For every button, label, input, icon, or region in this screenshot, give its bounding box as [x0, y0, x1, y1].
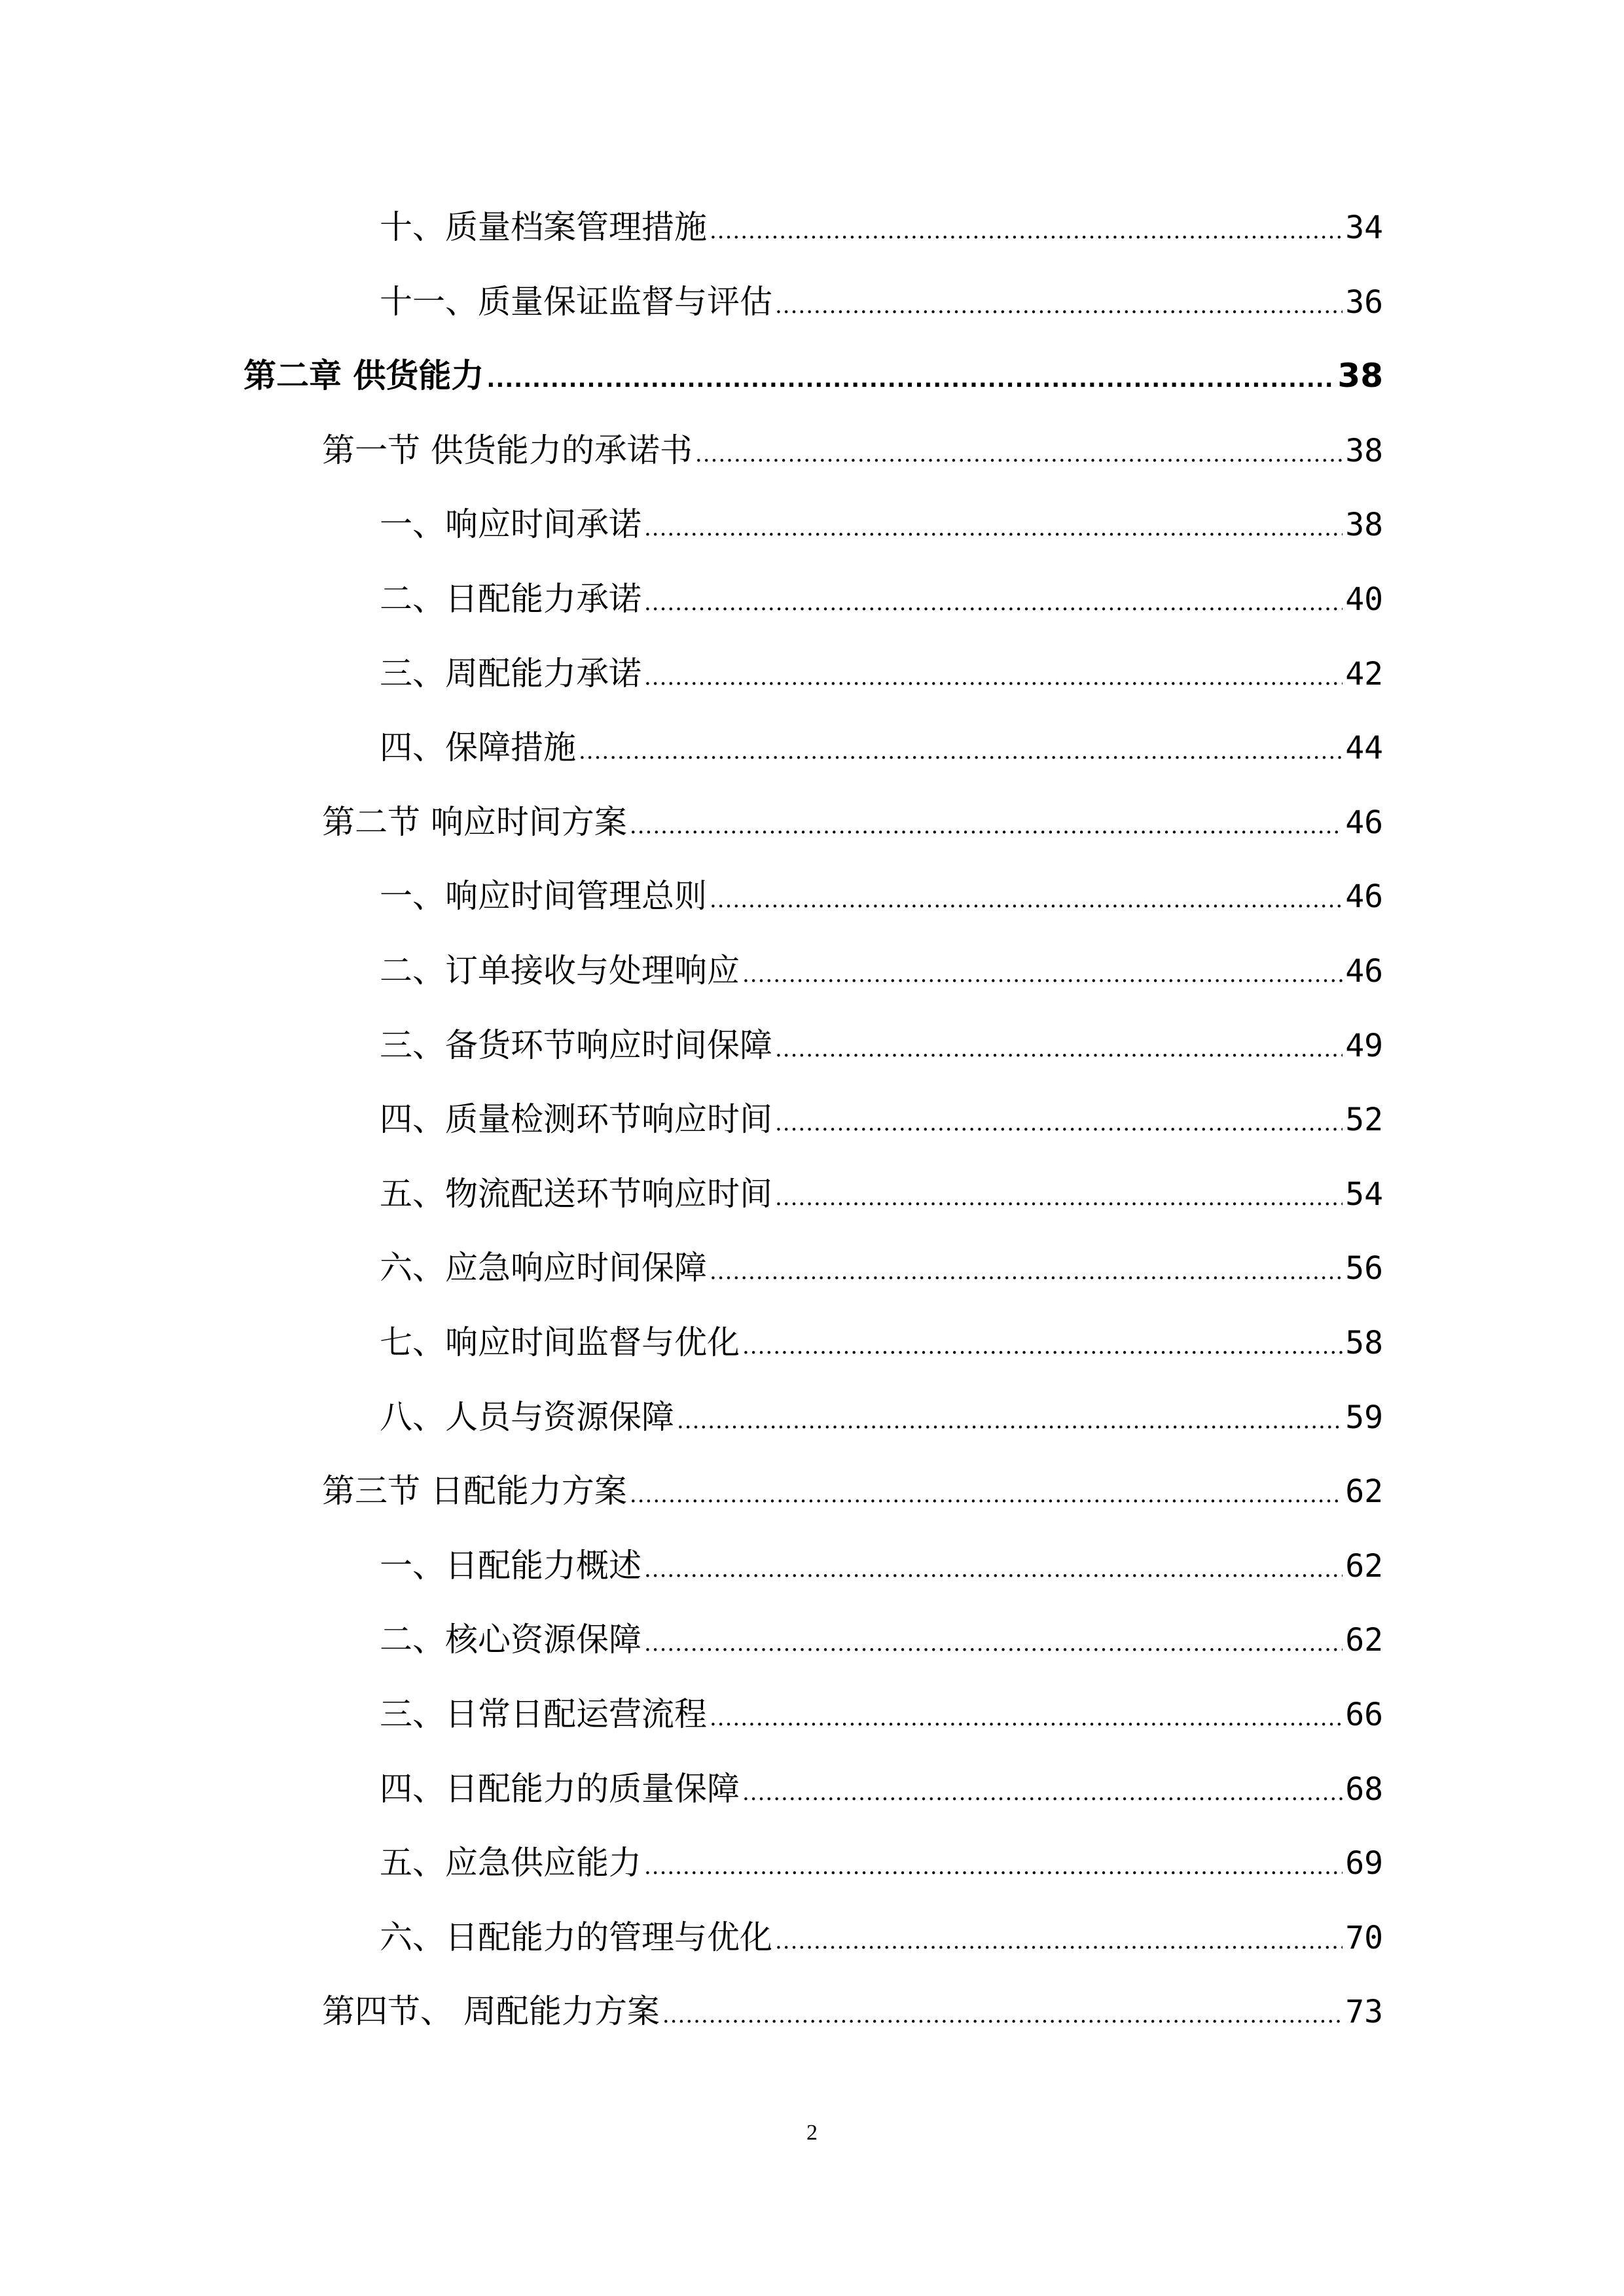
toc-entry-page: 34: [1345, 209, 1383, 246]
toc-dot-leader: [662, 1986, 1343, 2045]
toc-entry-page: 38: [1337, 357, 1383, 395]
toc-dot-leader: [579, 722, 1343, 781]
toc-entry[interactable]: [322, 1462, 1383, 1520]
toc-entry-title: 五、物流配送环节响应时间: [380, 1175, 772, 1213]
toc-entry-title: 第二章 供货能力: [244, 357, 484, 395]
toc-entry[interactable]: [380, 495, 1383, 554]
toc-entry[interactable]: [322, 421, 1383, 480]
toc-dot-leader: [742, 1763, 1343, 1822]
toc-entry-page: 56: [1345, 1250, 1383, 1287]
toc-entry[interactable]: [380, 1313, 1383, 1372]
toc-entry-page: 69: [1345, 1845, 1383, 1882]
toc-entry-page: 54: [1345, 1176, 1383, 1213]
toc-entry[interactable]: [380, 1238, 1383, 1297]
toc-entry-title: 六、应急响应时间保障: [380, 1249, 707, 1287]
page-number: 2: [806, 2121, 818, 2145]
toc-dot-leader: [710, 1242, 1343, 1301]
toc-entry[interactable]: [380, 941, 1383, 1000]
toc-entry-title: 三、备货环节响应时间保障: [380, 1026, 772, 1064]
toc-entry[interactable]: [380, 198, 1383, 257]
toc-dot-leader: [742, 1317, 1343, 1376]
toc-entry-title: 十一、质量保证监督与评估: [380, 283, 772, 321]
toc-entry-page: 70: [1345, 1920, 1383, 1956]
toc-entry-page: 46: [1345, 804, 1383, 841]
toc-entry-title: 第一节 供货能力的承诺书: [322, 431, 693, 469]
toc-entry[interactable]: [380, 569, 1383, 628]
toc-entry[interactable]: [380, 1908, 1383, 1967]
toc-dot-leader: [630, 797, 1343, 855]
toc-entry-page: 62: [1345, 1622, 1383, 1659]
toc-entry-page: 46: [1345, 878, 1383, 915]
toc-entry[interactable]: [322, 1982, 1383, 2041]
toc-entry[interactable]: [244, 346, 1383, 405]
toc-entry-title: 四、质量检测环节响应时间: [380, 1100, 772, 1138]
toc-entry-title: 三、日常日配运营流程: [380, 1695, 707, 1733]
toc-dot-leader: [644, 1540, 1343, 1599]
toc-entry[interactable]: [380, 272, 1383, 331]
toc-entry-page: 66: [1345, 1696, 1383, 1733]
toc-entry-title: 第三节 日配能力方案: [322, 1472, 627, 1510]
toc-dot-leader: [775, 1020, 1343, 1079]
toc-entry-page: 62: [1345, 1473, 1383, 1510]
toc-dot-leader: [695, 425, 1343, 484]
toc-entry-page: 62: [1345, 1548, 1383, 1585]
toc-entry-page: 38: [1345, 433, 1383, 469]
toc-entry-title: 六、日配能力的管理与优化: [380, 1918, 772, 1956]
toc-entry-title: 一、响应时间管理总则: [380, 877, 707, 915]
toc-entry-title: 一、响应时间承诺: [380, 505, 641, 543]
toc-entry-page: 38: [1345, 507, 1383, 543]
toc-entry[interactable]: [380, 1759, 1383, 1818]
toc-entry-title: 十、质量档案管理措施: [380, 208, 707, 246]
toc-entry-title: 二、订单接收与处理响应: [380, 952, 740, 990]
toc-dot-leader: [644, 573, 1343, 632]
toc-entry-page: 58: [1345, 1325, 1383, 1361]
toc-entry[interactable]: [380, 1090, 1383, 1149]
toc-entry-page: 44: [1345, 730, 1383, 766]
toc-entry-page: 46: [1345, 953, 1383, 990]
toc-entry[interactable]: [380, 1536, 1383, 1595]
toc-dot-leader: [775, 1912, 1343, 1971]
toc-entry-page: 42: [1345, 656, 1383, 692]
toc-entry-title: 第四节、 周配能力方案: [322, 1992, 660, 2030]
toc-entry[interactable]: [380, 867, 1383, 925]
toc-dot-leader: [644, 1837, 1343, 1896]
toc-dot-leader: [644, 648, 1343, 707]
toc-dot-leader: [742, 945, 1343, 1004]
toc-entry[interactable]: [380, 1164, 1383, 1223]
toc-entry[interactable]: [322, 793, 1383, 852]
toc-entry[interactable]: [380, 1388, 1383, 1446]
toc-entry[interactable]: [380, 1833, 1383, 1892]
toc-entry[interactable]: [380, 644, 1383, 703]
toc-entry-title: 七、响应时间监督与优化: [380, 1323, 740, 1361]
toc-entry-page: 36: [1345, 284, 1383, 321]
toc-entry[interactable]: [380, 1685, 1383, 1744]
toc-entry-title: 三、周配能力承诺: [380, 655, 641, 692]
toc-entry[interactable]: [380, 718, 1383, 777]
toc-dot-leader: [630, 1465, 1343, 1524]
toc-dot-leader: [710, 1689, 1343, 1748]
toc-entry[interactable]: [380, 1016, 1383, 1075]
toc-entry[interactable]: [380, 1610, 1383, 1669]
toc-dot-leader: [644, 499, 1343, 558]
toc-dot-leader: [775, 1168, 1343, 1227]
toc-dot-leader: [644, 1614, 1343, 1673]
toc-entry-page: 73: [1345, 1994, 1383, 2030]
toc-entry-title: 四、日配能力的质量保障: [380, 1770, 740, 1808]
toc-entry-page: 59: [1345, 1399, 1383, 1436]
toc-entry-title: 第二节 响应时间方案: [322, 803, 627, 841]
toc-entry-title: 二、核心资源保障: [380, 1621, 641, 1659]
toc-entry-title: 一、日配能力概述: [380, 1547, 641, 1585]
toc-dot-leader: [486, 350, 1335, 409]
toc-dot-leader: [775, 276, 1343, 335]
toc-entry-title: 四、保障措施: [380, 728, 576, 766]
toc-dot-leader: [710, 202, 1343, 260]
toc-entry-title: 五、应急供应能力: [380, 1844, 641, 1882]
toc-entry-page: 40: [1345, 581, 1383, 618]
toc-entry-page: 49: [1345, 1028, 1383, 1064]
toc-entry-title: 二、日配能力承诺: [380, 580, 641, 618]
toc-entry-title: 八、人员与资源保障: [380, 1398, 674, 1436]
toc-entry-page: 68: [1345, 1771, 1383, 1808]
toc-entry-page: 52: [1345, 1102, 1383, 1138]
toc-dot-leader: [710, 870, 1343, 929]
toc-dot-leader: [677, 1391, 1343, 1450]
toc-dot-leader: [775, 1094, 1343, 1153]
